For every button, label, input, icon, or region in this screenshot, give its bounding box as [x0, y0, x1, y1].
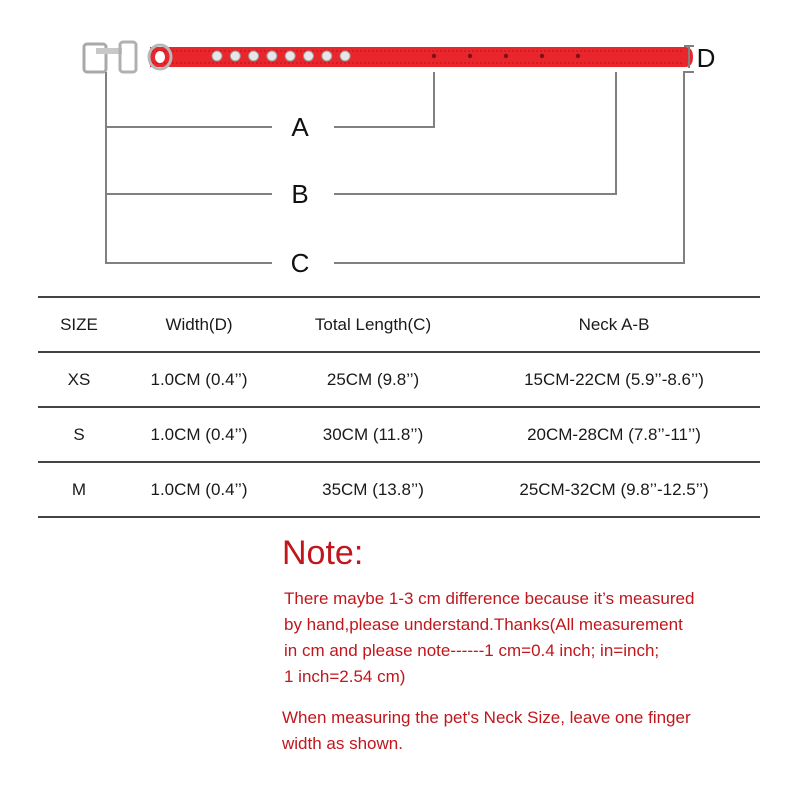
note-line: There maybe 1-3 cm difference because it’s measured — [284, 589, 695, 608]
measurement-lines — [106, 46, 694, 263]
cell-total-length: 30CM (11.8’’) — [322, 424, 424, 444]
collar-hole-icon — [468, 54, 472, 58]
label-c: C — [290, 248, 310, 278]
header-total-length: Total Length(C) — [314, 314, 432, 334]
collar-size-diagram — [0, 0, 800, 290]
collar-hole-icon — [432, 54, 436, 58]
buckle-icon — [84, 42, 136, 72]
line-b-right — [334, 72, 616, 194]
cell-width: 1.0CM (0.4’’) — [150, 369, 248, 389]
collar-hole-icon — [504, 54, 508, 58]
note-body — [284, 586, 764, 690]
cell-neck: 20CM-28CM (7.8’’-11’’) — [527, 424, 701, 444]
note-title: Note: — [282, 534, 364, 572]
line-c-right — [334, 72, 694, 263]
cell-total-length: 25CM (9.8’’) — [326, 369, 420, 389]
label-b: B — [291, 179, 309, 209]
rhinestone-icon — [249, 51, 259, 61]
cell-size: XS — [67, 369, 91, 389]
rhinestone-icon — [322, 51, 332, 61]
cell-neck: 15CM-22CM (5.9’’-8.6’’) — [524, 369, 704, 389]
cell-size: M — [71, 479, 87, 499]
collar-hole-icon — [540, 54, 544, 58]
cell-width: 1.0CM (0.4’’) — [150, 479, 248, 499]
collar-hole-icon — [576, 54, 580, 58]
header-size: SIZE — [60, 314, 98, 334]
cell-size: S — [73, 424, 85, 444]
line-a-right — [334, 72, 434, 127]
line-c-left — [106, 72, 272, 263]
table-row — [38, 407, 760, 462]
header-width: Width(D) — [165, 314, 233, 334]
measuring-note — [282, 705, 762, 757]
header-neck: Neck A-B — [578, 314, 650, 334]
note-line: 1 inch=2.54 cm) — [284, 667, 406, 686]
rhinestone-icon — [212, 51, 222, 61]
label-a: A — [291, 112, 309, 142]
note-line: by hand,please understand.Thanks(All measurement — [284, 615, 683, 634]
rhinestone-icon — [267, 51, 277, 61]
table-header-row — [38, 297, 760, 352]
rhinestone-icon — [340, 51, 350, 61]
collar-illustration — [0, 0, 800, 290]
note-line: in cm and please note------1 cm=0.4 inch; in=inch; — [284, 641, 660, 660]
table-row — [38, 352, 760, 407]
cell-width: 1.0CM (0.4’’) — [150, 424, 248, 444]
cell-neck: 25CM-32CM (9.8’’-12.5’’) — [519, 479, 709, 499]
size-table — [38, 296, 760, 518]
rhinestone-icon — [285, 51, 295, 61]
measuring-line: width as shown. — [282, 734, 403, 753]
measuring-line: When measuring the pet's Neck Size, leave one finger — [282, 708, 691, 727]
cell-total-length: 35CM (13.8’’) — [322, 479, 424, 499]
table-row — [38, 462, 760, 517]
label-d: D — [696, 43, 716, 73]
rhinestone-icon — [304, 51, 314, 61]
rhinestone-icon — [230, 51, 240, 61]
